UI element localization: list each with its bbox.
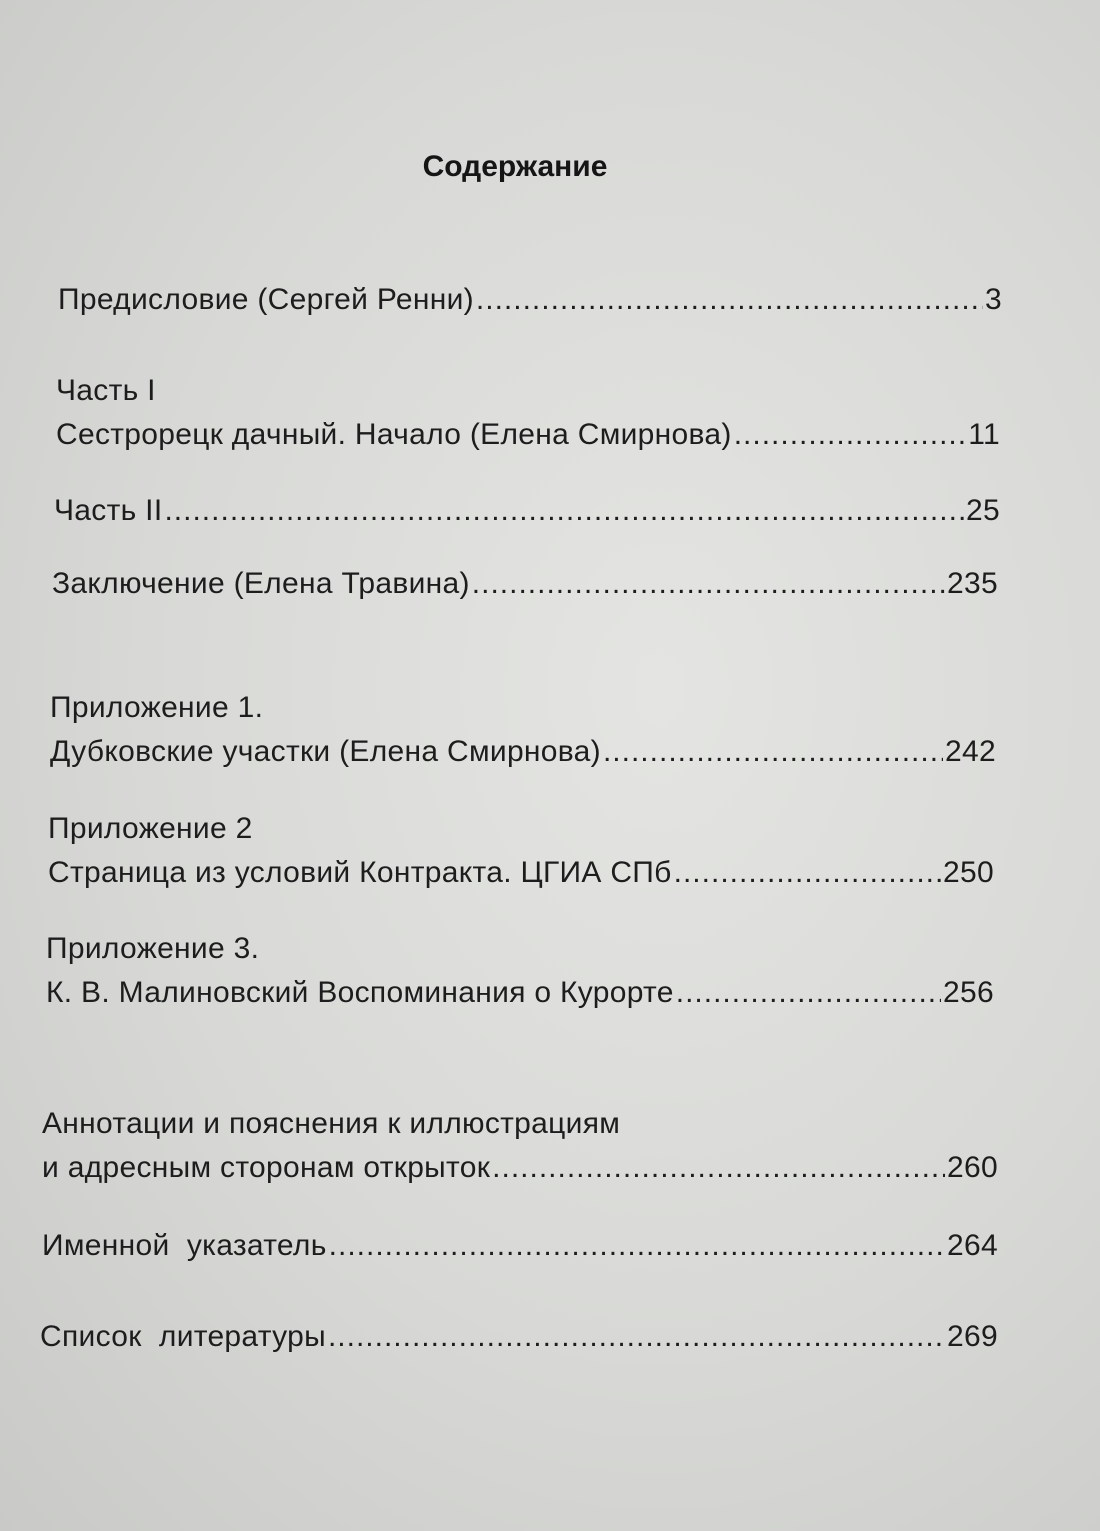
toc-entry-bibliography[interactable] — [40, 1320, 998, 1364]
toc-entry-appendix1[interactable] — [50, 691, 996, 779]
toc-entry-name-index[interactable] — [42, 1229, 998, 1273]
toc-entry-text: Список литературы — [40, 1320, 326, 1353]
toc-entry-part1[interactable] — [56, 374, 1000, 462]
dot-leader — [492, 1151, 945, 1185]
toc-page-number: 25 — [966, 494, 1000, 527]
toc-page-number: 235 — [947, 567, 998, 600]
toc-entry-text: Именной указатель — [42, 1229, 327, 1262]
toc-entry-heading — [56, 374, 1000, 418]
toc-entry-appendix2[interactable] — [48, 812, 994, 900]
toc-entry-text: Заключение (Елена Травина) — [52, 567, 470, 600]
toc-entry-part2[interactable] — [54, 494, 1000, 538]
toc-entry-appendix3[interactable] — [46, 932, 994, 1020]
toc-page-number: 11 — [968, 418, 1000, 451]
dot-leader — [328, 1320, 945, 1354]
dot-leader — [472, 567, 945, 601]
dot-leader — [329, 1229, 945, 1263]
toc-page-number: 264 — [947, 1229, 998, 1262]
dot-leader — [603, 735, 943, 769]
toc-entry-heading — [42, 1107, 998, 1151]
toc-entry-annotations[interactable] — [42, 1107, 998, 1195]
toc-entry-heading — [48, 812, 994, 856]
dot-leader — [734, 418, 967, 452]
toc-heading-text: Аннотации и пояснения к иллюстрациям — [42, 1107, 621, 1140]
dot-leader — [476, 283, 983, 317]
dot-leader — [674, 856, 941, 890]
toc-page-number: 242 — [945, 735, 996, 768]
toc-heading-text: Часть I — [56, 374, 156, 407]
toc-entry-text: Дубковские участки (Елена Смирнова) — [50, 735, 601, 768]
toc-entry-text: Страница из условий Контракта. ЦГИА СПб — [48, 856, 672, 889]
toc-entry-text: К. В. Малиновский Воспоминания о Курорте — [46, 976, 674, 1009]
page-title: Содержание — [422, 150, 608, 183]
toc-page-number: 260 — [947, 1151, 998, 1184]
toc-entry-text: Сестрорецк дачный. Начало (Елена Смирнова) — [56, 418, 732, 451]
toc-page-number: 269 — [947, 1320, 998, 1353]
toc-page-number: 250 — [943, 856, 994, 889]
toc-entry-text: Часть II — [54, 494, 163, 527]
toc-heading-text: Приложение 2 — [48, 812, 253, 845]
toc-heading-text: Приложение 1. — [50, 691, 264, 724]
toc-entry-text: и адресным сторонам открыток — [42, 1151, 491, 1184]
toc-page-number: 256 — [943, 976, 994, 1009]
dot-leader — [676, 976, 941, 1010]
dot-leader — [164, 494, 964, 528]
toc-entry-conclusion[interactable] — [52, 567, 998, 611]
toc-heading-text: Приложение 3. — [46, 932, 260, 965]
toc-entry-text: Предисловие (Сергей Ренни) — [58, 283, 474, 316]
toc-entry-preface[interactable] — [58, 283, 1002, 327]
toc-entry-heading — [50, 691, 996, 735]
toc-entry-heading — [46, 932, 994, 976]
toc-page-number: 3 — [985, 283, 1002, 316]
